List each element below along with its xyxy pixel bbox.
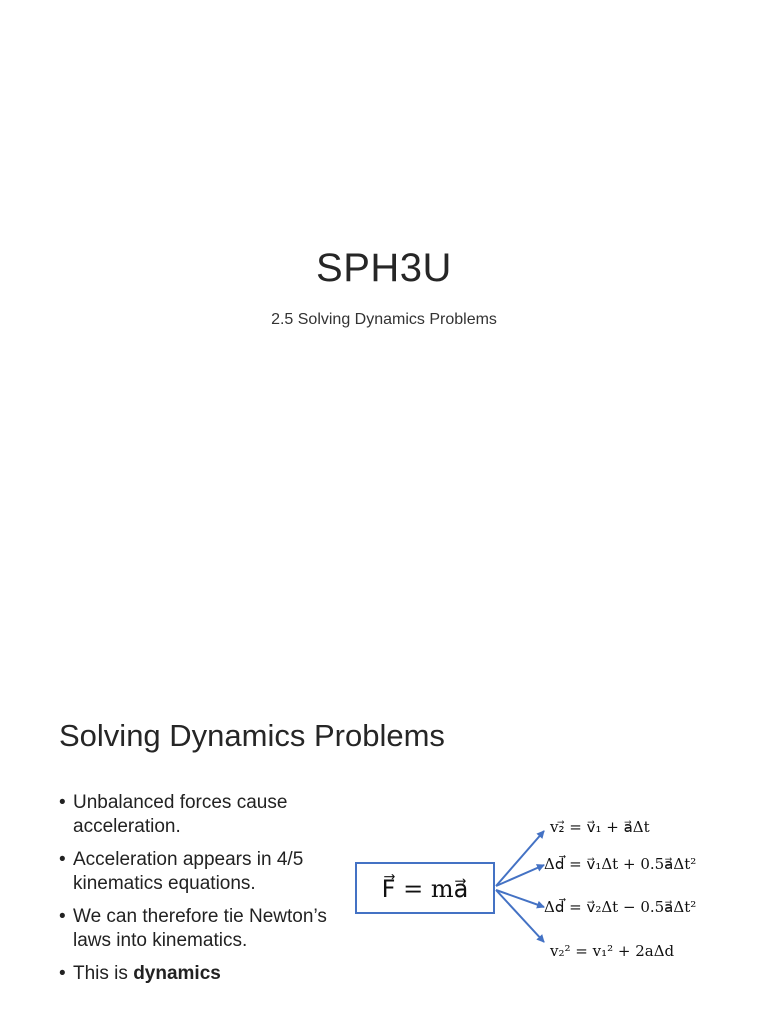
bullet-item: • We can therefore tie Newton’s laws into kinematics. <box>59 906 327 951</box>
kinematics-equation-4: v₂² = v₁² + 2aΔd <box>550 942 675 960</box>
bullet-item: • Unbalanced forces cause acceleration. <box>59 792 288 837</box>
main-equation: F⃗ = ma⃗ <box>381 875 469 903</box>
bullet-dot: • <box>59 849 66 870</box>
arrow-1 <box>496 831 544 886</box>
kinematics-equation-3: Δd⃗ = v⃗₂Δt − 0.5a⃗Δt² <box>544 898 697 916</box>
equation-diagram <box>350 810 750 980</box>
bullet-dot: • <box>59 792 66 813</box>
bullet-item: • Acceleration appears in 4/5 kinematics equations. <box>59 849 304 894</box>
bullet-dot: • <box>59 963 66 984</box>
bullet-item: • This is dynamics <box>59 963 221 984</box>
bold-term: dynamics <box>133 963 221 984</box>
kinematics-equation-1: v₂⃗ = v⃗₁ + a⃗Δt <box>550 818 650 836</box>
kinematics-equation-2: Δd⃗ = v⃗₁Δt + 0.5a⃗Δt² <box>544 855 697 873</box>
bullet-dot: • <box>59 906 66 927</box>
bullet-list <box>59 791 329 995</box>
slide-title: Solving Dynamics Problems <box>59 718 445 753</box>
lesson-subtitle: 2.5 Solving Dynamics Problems <box>271 311 497 328</box>
arrow-2 <box>496 865 544 886</box>
course-title: SPH3U <box>316 246 452 290</box>
